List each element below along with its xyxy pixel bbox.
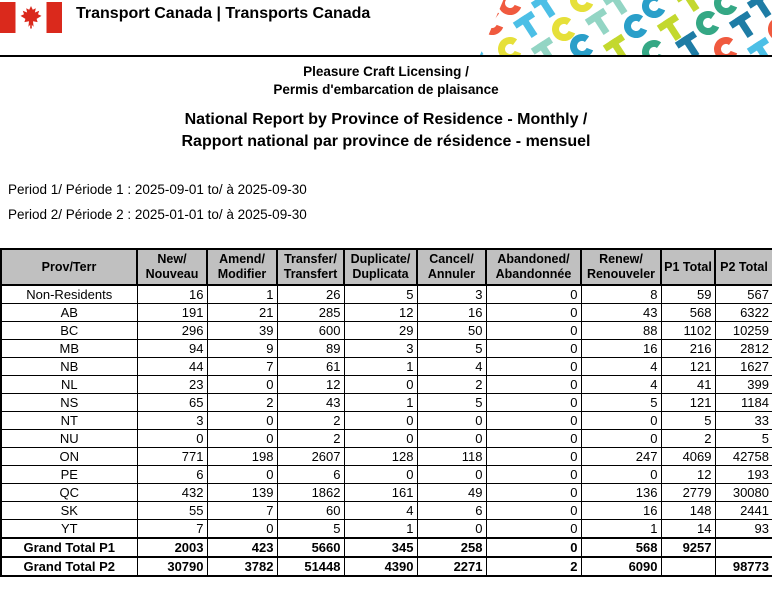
cell-value: 0 [486, 304, 581, 322]
cell-value: 8 [581, 285, 661, 304]
cell-value: 296 [137, 322, 207, 340]
cell-value: 121 [661, 394, 715, 412]
cell-value: 2812 [715, 340, 772, 358]
cell-value: 16 [581, 502, 661, 520]
cell-value: 568 [581, 538, 661, 557]
cell-value: 0 [486, 412, 581, 430]
cell-value: 0 [344, 466, 417, 484]
cell-value: 61 [277, 358, 344, 376]
cell-value: 567 [715, 285, 772, 304]
cell-value: 4390 [344, 557, 417, 576]
row-label: MB [1, 340, 137, 358]
cell-value: 0 [486, 502, 581, 520]
table-row-on [1, 448, 772, 466]
cell-value: 3 [344, 340, 417, 358]
row-label: AB [1, 304, 137, 322]
banner-divider [0, 55, 772, 57]
cell-value: 3782 [207, 557, 277, 576]
table-row-sk [1, 502, 772, 520]
cell-value: 2 [277, 412, 344, 430]
cell-value: 5 [417, 394, 486, 412]
column-header-p1-total: P1 Total [661, 249, 715, 285]
header-row [1, 249, 772, 285]
cell-value: 21 [207, 304, 277, 322]
cell-value: 9257 [661, 538, 715, 557]
cell-value: 5 [715, 430, 772, 448]
cell-value: 2 [486, 557, 581, 576]
row-label: NB [1, 358, 137, 376]
cell-value: 3 [137, 412, 207, 430]
column-header-cancel-annuler: Cancel/ Annuler [417, 249, 486, 285]
cell-value: 10259 [715, 322, 772, 340]
cell-value: 0 [486, 358, 581, 376]
cell-value: 139 [207, 484, 277, 502]
cell-value: 216 [661, 340, 715, 358]
row-label: NL [1, 376, 137, 394]
cell-value: 23 [137, 376, 207, 394]
cell-value: 0 [581, 430, 661, 448]
cell-value: 39 [207, 322, 277, 340]
cell-value: 12 [661, 466, 715, 484]
cell-value: 2607 [277, 448, 344, 466]
cell-value: 0 [581, 412, 661, 430]
table-row-pe [1, 466, 772, 484]
row-label: YT [1, 520, 137, 539]
table-row-nu [1, 430, 772, 448]
cell-value: 6 [277, 466, 344, 484]
cell-value: 30790 [137, 557, 207, 576]
table-row-qc [1, 484, 772, 502]
column-header-abandoned-abandonn-e: Abandoned/ Abandonnée [486, 249, 581, 285]
table-row-nl [1, 376, 772, 394]
table-header [1, 249, 772, 285]
cell-value: 49 [417, 484, 486, 502]
cell-value: 5 [277, 520, 344, 539]
column-header-new-nouveau: New/ Nouveau [137, 249, 207, 285]
table-row-yt [1, 520, 772, 539]
cell-value: 60 [277, 502, 344, 520]
column-header-amend-modifier: Amend/ Modifier [207, 249, 277, 285]
cell-value: 7 [137, 520, 207, 539]
cell-value: 128 [344, 448, 417, 466]
cell-value: 7 [207, 502, 277, 520]
column-header-duplicate-duplicata: Duplicate/ Duplicata [344, 249, 417, 285]
cell-value: 43 [277, 394, 344, 412]
program-title-fr: Permis d'embarcation de plaisance [273, 82, 499, 97]
row-label: Non-Residents [1, 285, 137, 304]
cell-value: 136 [581, 484, 661, 502]
row-label: BC [1, 322, 137, 340]
cell-value: 9 [207, 340, 277, 358]
cell-value: 0 [486, 285, 581, 304]
cell-value: 5 [417, 340, 486, 358]
cell-value: 148 [661, 502, 715, 520]
total-row-grand-total-p2 [1, 557, 772, 576]
cell-value: 16 [137, 285, 207, 304]
cell-value: 0 [486, 448, 581, 466]
cell-value: 345 [344, 538, 417, 557]
cell-value: 0 [486, 340, 581, 358]
cell-value: 1 [344, 358, 417, 376]
cell-value: 6322 [715, 304, 772, 322]
table-row-nb [1, 358, 772, 376]
cell-value: 0 [486, 394, 581, 412]
cell-value: 0 [207, 376, 277, 394]
program-title-en: Pleasure Craft Licensing / [303, 64, 469, 79]
table-row-mb [1, 340, 772, 358]
cell-value: 1 [207, 285, 277, 304]
cell-value: 42758 [715, 448, 772, 466]
cell-value: 0 [486, 376, 581, 394]
table-row-non-residents [1, 285, 772, 304]
cell-value: 0 [417, 430, 486, 448]
department-title: Transport Canada | Transports Canada [76, 5, 371, 22]
cell-value: 2271 [417, 557, 486, 576]
cell-value: 2 [277, 430, 344, 448]
cell-value: 0 [344, 412, 417, 430]
cell-value: 65 [137, 394, 207, 412]
table-row-ns [1, 394, 772, 412]
cell-value: 14 [661, 520, 715, 539]
cell-value: 0 [207, 412, 277, 430]
cell-value: 1184 [715, 394, 772, 412]
licensing-report-table [0, 248, 772, 577]
period-1-label: Period 1/ Période 1 : 2025-09-01 to/ à 2025-09-30 [8, 182, 307, 197]
cell-value: 41 [661, 376, 715, 394]
cell-value: 161 [344, 484, 417, 502]
cell-value: 2441 [715, 502, 772, 520]
cell-value: 568 [661, 304, 715, 322]
program-title [0, 63, 772, 99]
banner [0, 2, 370, 33]
cell-value: 89 [277, 340, 344, 358]
cell-value: 1 [344, 394, 417, 412]
cell-value: 2 [417, 376, 486, 394]
column-header-p2-total: P2 Total [715, 249, 772, 285]
row-label: NS [1, 394, 137, 412]
table-row-ab [1, 304, 772, 322]
cell-value: 5660 [277, 538, 344, 557]
cell-value: 29 [344, 322, 417, 340]
cell-value: 7 [207, 358, 277, 376]
cell-value: 50 [417, 322, 486, 340]
column-header-prov-terr: Prov/Terr [1, 249, 137, 285]
cell-value: 771 [137, 448, 207, 466]
period-2-label: Period 2/ Période 2 : 2025-01-01 to/ à 2025-09-30 [8, 207, 307, 222]
cell-value: 2779 [661, 484, 715, 502]
cell-value: 285 [277, 304, 344, 322]
row-label: NT [1, 412, 137, 430]
cell-value: 0 [344, 430, 417, 448]
title-block [0, 63, 772, 153]
report-subtitle [0, 109, 772, 153]
cell-value: 1 [581, 520, 661, 539]
cell-value: 0 [486, 466, 581, 484]
row-label: PE [1, 466, 137, 484]
cell-value: 0 [486, 484, 581, 502]
cell-value: 4069 [661, 448, 715, 466]
cell-value: 600 [277, 322, 344, 340]
cell-value: 30080 [715, 484, 772, 502]
cell-value: 6090 [581, 557, 661, 576]
cell-value: 0 [417, 466, 486, 484]
cell-value: 6 [417, 502, 486, 520]
tc-pattern-decoration-icon [480, 0, 772, 55]
cell-value: 4 [581, 358, 661, 376]
cell-value: 0 [417, 520, 486, 539]
cell-value: 191 [137, 304, 207, 322]
period-block [8, 183, 307, 233]
cell-value: 0 [486, 322, 581, 340]
report-subtitle-fr: Rapport national par province de résidence - mensuel [181, 133, 591, 150]
cell-value: 33 [715, 412, 772, 430]
cell-value: 432 [137, 484, 207, 502]
cell-value: 118 [417, 448, 486, 466]
cell-value: 399 [715, 376, 772, 394]
cell-value: 0 [207, 430, 277, 448]
total-row-grand-total-p1 [1, 538, 772, 557]
cell-value: 5 [344, 285, 417, 304]
cell-value [661, 557, 715, 576]
cell-value: 6 [137, 466, 207, 484]
row-label: Grand Total P1 [1, 538, 137, 557]
cell-value: 94 [137, 340, 207, 358]
cell-value: 0 [137, 430, 207, 448]
cell-value: 0 [486, 538, 581, 557]
cell-value: 247 [581, 448, 661, 466]
cell-value: 1627 [715, 358, 772, 376]
row-label: Grand Total P2 [1, 557, 137, 576]
cell-value: 2 [661, 430, 715, 448]
cell-value: 44 [137, 358, 207, 376]
cell-value: 5 [661, 412, 715, 430]
cell-value: 59 [661, 285, 715, 304]
row-label: SK [1, 502, 137, 520]
cell-value: 88 [581, 322, 661, 340]
cell-value: 12 [277, 376, 344, 394]
table-body [1, 285, 772, 576]
row-label: NU [1, 430, 137, 448]
cell-value: 5 [581, 394, 661, 412]
cell-value: 12 [344, 304, 417, 322]
row-label: QC [1, 484, 137, 502]
column-header-transfer-transfert: Transfer/ Transfert [277, 249, 344, 285]
row-label: ON [1, 448, 137, 466]
cell-value: 0 [486, 430, 581, 448]
canada-flag-icon [0, 2, 62, 33]
cell-value: 93 [715, 520, 772, 539]
table-row-nt [1, 412, 772, 430]
cell-value: 43 [581, 304, 661, 322]
cell-value: 2003 [137, 538, 207, 557]
cell-value: 423 [207, 538, 277, 557]
cell-value: 4 [344, 502, 417, 520]
cell-value: 0 [207, 520, 277, 539]
cell-value: 0 [207, 466, 277, 484]
cell-value: 16 [417, 304, 486, 322]
cell-value [715, 538, 772, 557]
cell-value: 26 [277, 285, 344, 304]
cell-value: 121 [661, 358, 715, 376]
cell-value: 98773 [715, 557, 772, 576]
cell-value: 1102 [661, 322, 715, 340]
cell-value: 258 [417, 538, 486, 557]
cell-value: 51448 [277, 557, 344, 576]
cell-value: 0 [344, 376, 417, 394]
cell-value: 1 [344, 520, 417, 539]
cell-value: 3 [417, 285, 486, 304]
column-header-renew-renouveler: Renew/ Renouveler [581, 249, 661, 285]
cell-value: 55 [137, 502, 207, 520]
cell-value: 198 [207, 448, 277, 466]
cell-value: 4 [417, 358, 486, 376]
cell-value: 193 [715, 466, 772, 484]
cell-value: 16 [581, 340, 661, 358]
cell-value: 2 [207, 394, 277, 412]
cell-value: 0 [486, 520, 581, 539]
cell-value: 0 [417, 412, 486, 430]
report-subtitle-en: National Report by Province of Residence - Monthly / [184, 111, 588, 128]
table-row-bc [1, 322, 772, 340]
cell-value: 0 [581, 466, 661, 484]
cell-value: 4 [581, 376, 661, 394]
cell-value: 1862 [277, 484, 344, 502]
